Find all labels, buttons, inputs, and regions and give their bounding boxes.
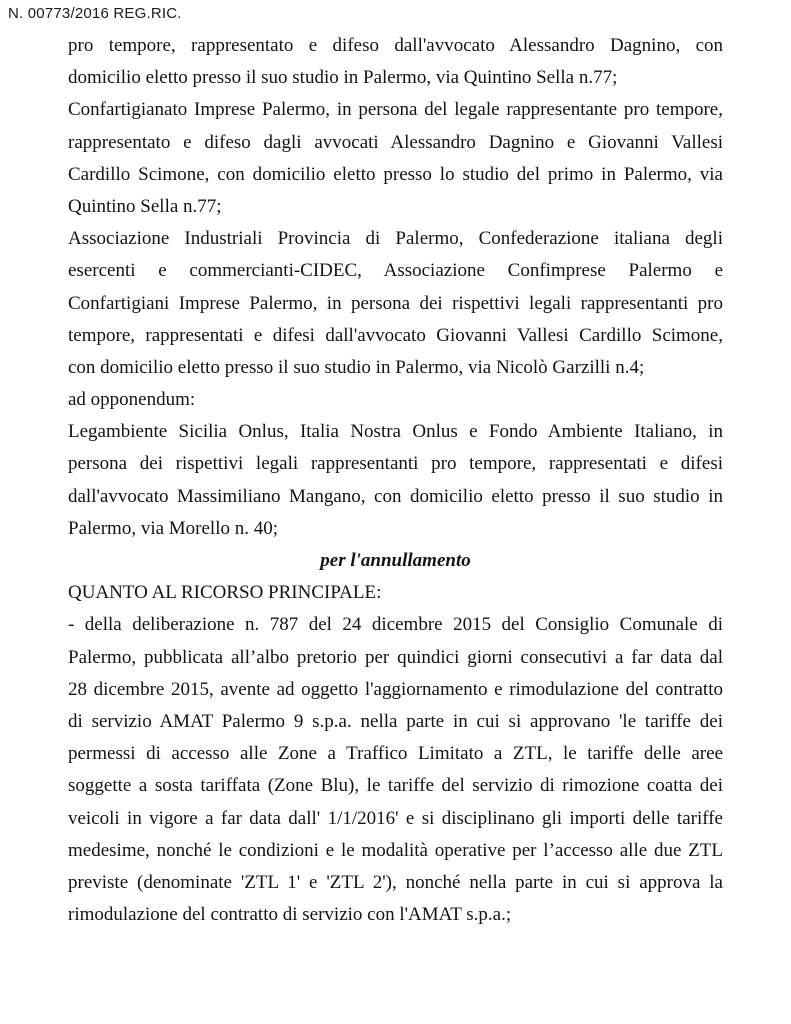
text-line: rimodulazione del contratto di servizio con l'AMAT s.p.a.; — [68, 904, 512, 926]
paragraph — [68, 94, 723, 223]
text-line: Palermo, pubblicata all’albo pretorio per quindici giorni consecutivi a far data dal — [68, 646, 723, 668]
document-body — [68, 30, 723, 931]
text-line: con domicilio eletto presso il suo studio in Palermo, via Nicolò Garzilli n.4; — [68, 356, 645, 378]
text-line: Cardillo Scimone, con domicilio eletto presso lo studio del primo in Palermo, via — [68, 163, 723, 185]
text-line: Confartigianato Imprese Palermo, in persona del legale rappresentante pro tempore, — [68, 99, 723, 121]
text-line: pro tempore, rappresentato e difeso dall'avvocato Alessandro Dagnino, con — [68, 35, 723, 56]
text-line: - della deliberazione n. 787 del 24 dicembre 2015 del Consiglio Comunale di — [68, 614, 723, 636]
text-line: rappresentato e difeso dagli avvocati Alessandro Dagnino e Giovanni Vallesi — [68, 131, 723, 153]
paragraph — [68, 223, 723, 384]
text-line: Associazione Industriali Provincia di Palermo, Confederazione italiana degli — [68, 228, 723, 250]
text-line: QUANTO AL RICORSO PRINCIPALE: — [68, 582, 382, 604]
text-line: Palermo, via Morello n. 40; — [68, 517, 279, 539]
paragraph — [68, 416, 723, 545]
paragraph — [68, 30, 723, 94]
text-line: permessi di accesso alle Zone a Traffico Limitato a ZTL, le tariffe delle aree — [68, 743, 723, 765]
text-line: esercenti e commercianti-CIDEC, Associazione Confimprese Palermo e — [68, 260, 723, 282]
text-line: ad opponendum: — [68, 389, 196, 411]
text-line: Quintino Sella n.77; — [68, 195, 222, 217]
paragraph — [68, 577, 723, 609]
paragraph — [68, 384, 723, 416]
text-line: tempore, rappresentati e difesi dall'avvocato Giovanni Vallesi Cardillo Scimone, — [68, 324, 723, 346]
text-line: Legambiente Sicilia Onlus, Italia Nostra Onlus e Fondo Ambiente Italiano, in — [68, 421, 723, 443]
text-line: medesime, nonché le condizioni e le modalità operative per l’accesso alle due ZTL — [68, 839, 723, 861]
text-line: veicoli in vigore a far data dall' 1/1/2016' e si disciplinano gli importi delle tariffe — [68, 807, 723, 829]
heading-line: per l'annullamento — [320, 550, 471, 571]
paragraph — [68, 609, 723, 931]
text-line: 28 dicembre 2015, avente ad oggetto l'aggiornamento e rimodulazione del contratto — [68, 678, 723, 700]
text-line: dall'avvocato Massimiliano Mangano, con domicilio eletto presso il suo studio in — [68, 485, 723, 507]
text-line: persona dei rispettivi legali rappresentanti pro tempore, rappresentati e difesi — [68, 453, 723, 475]
text-line: domicilio eletto presso il suo studio in Palermo, via Quintino Sella n.77; — [68, 67, 618, 89]
text-line: previste (denominate 'ZTL 1' e 'ZTL 2'), nonché nella parte in cui si approva la — [68, 871, 723, 893]
text-line: di servizio AMAT Palermo 9 s.p.a. nella parte in cui si approvano 'le tariffe dei — [68, 710, 723, 732]
case-number: N. 00773/2016 REG.RIC. — [8, 5, 182, 22]
section-heading — [68, 545, 723, 577]
text-line: soggette a sosta tariffata (Zone Blu), le tariffe del servizio di rimozione coatta dei — [68, 775, 723, 797]
text-line: Confartigiani Imprese Palermo, in persona dei rispettivi legali rappresentanti pro — [68, 292, 723, 314]
